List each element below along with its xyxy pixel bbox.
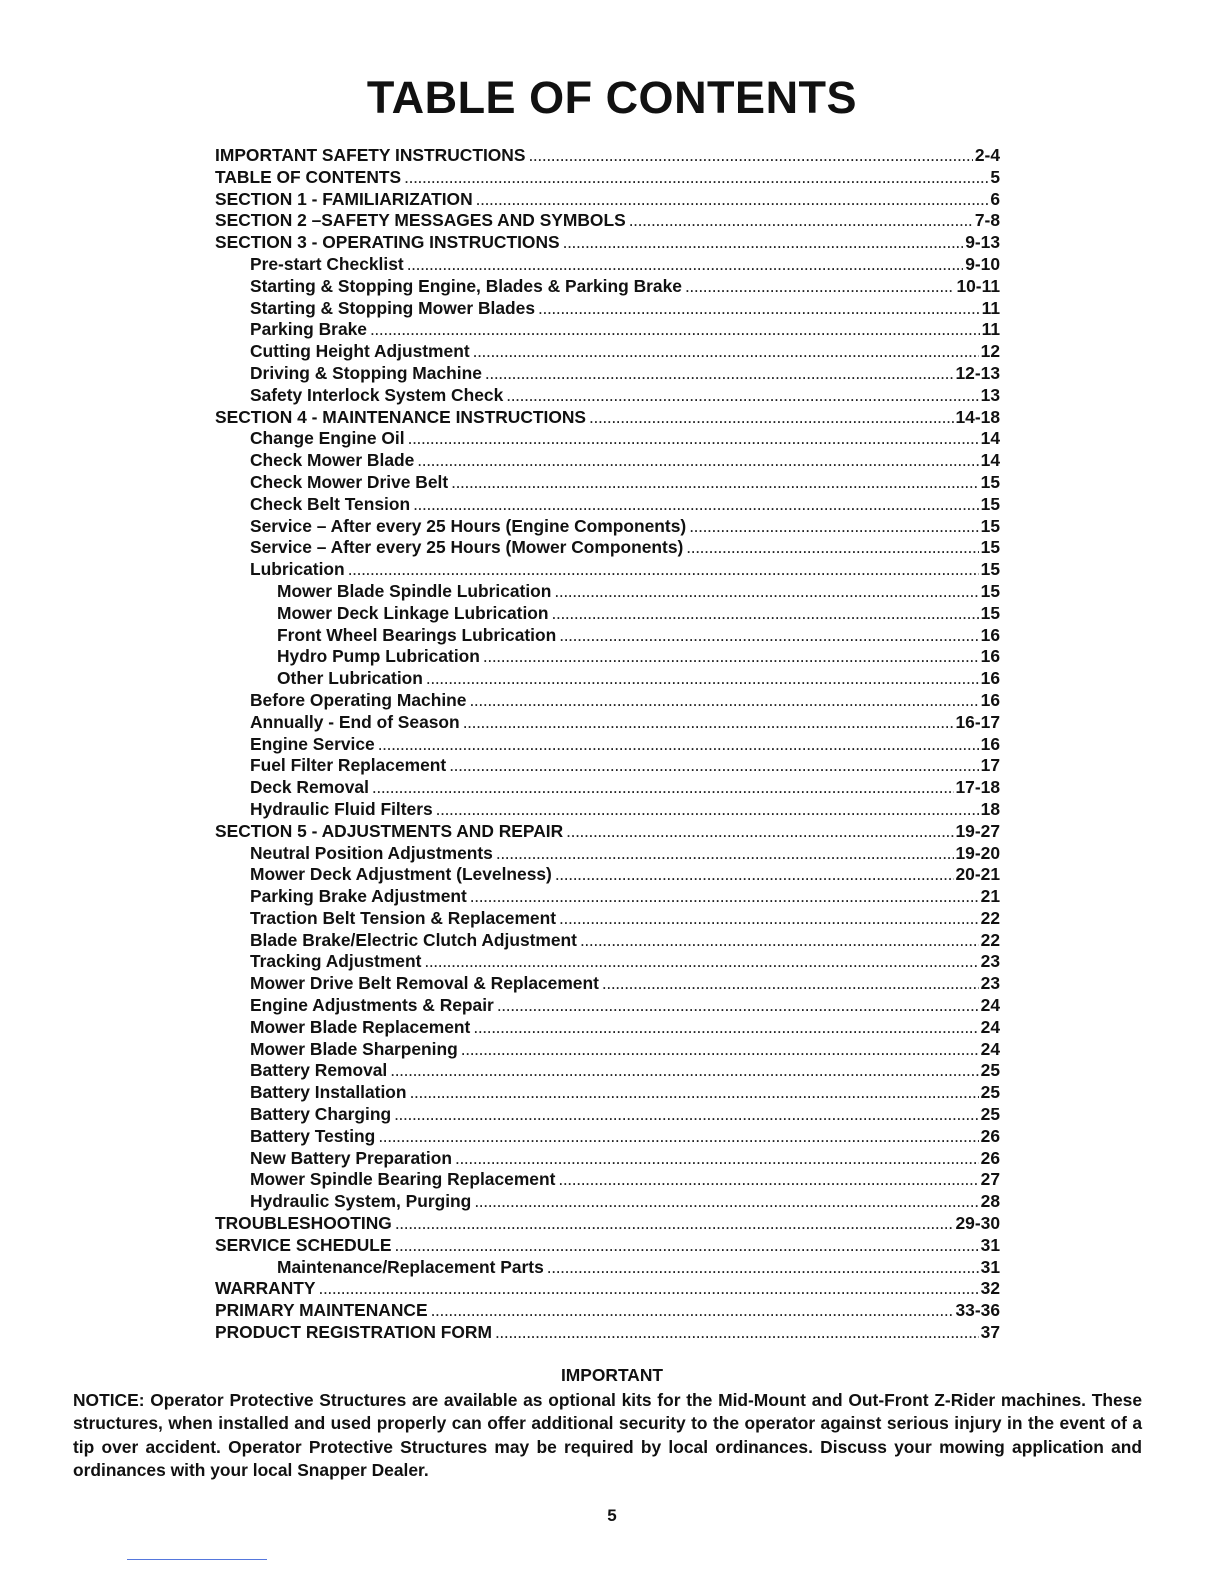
toc-entry-label: SECTION 1 - FAMILIARIZATION bbox=[215, 188, 473, 209]
toc-dot-leader bbox=[559, 908, 979, 930]
toc-entry-label: Traction Belt Tension & Replacement bbox=[250, 907, 557, 928]
toc-dot-leader bbox=[463, 712, 954, 734]
toc-entry-page: 15 bbox=[980, 471, 1000, 492]
toc-entry-page: 7-8 bbox=[974, 210, 1000, 231]
toc-dot-leader bbox=[395, 1213, 954, 1235]
toc-entry-label: New Battery Preparation bbox=[250, 1147, 452, 1168]
toc-entry-page: 24 bbox=[980, 1038, 1000, 1059]
toc-dot-leader bbox=[449, 755, 978, 777]
toc-entry bbox=[215, 1060, 1000, 1082]
toc-entry-page: 11 bbox=[981, 319, 1000, 340]
toc-entry-label: Check Mower Blade bbox=[250, 450, 415, 471]
toc-dot-leader bbox=[558, 1169, 978, 1191]
toc-entry-page: 28 bbox=[980, 1191, 1000, 1212]
toc-entry-page: 15 bbox=[980, 559, 1000, 580]
toc-entry-page: 13 bbox=[980, 384, 1000, 405]
toc-entry bbox=[215, 995, 1000, 1017]
toc-entry bbox=[215, 319, 1000, 341]
toc-dot-leader bbox=[589, 407, 954, 429]
toc-entry-page: 16 bbox=[980, 689, 1000, 710]
toc-entry-page: 24 bbox=[980, 995, 1000, 1016]
toc-entry-page: 37 bbox=[980, 1322, 1000, 1343]
toc-entry-page: 24 bbox=[980, 1016, 1000, 1037]
toc-entry-page: 26 bbox=[980, 1147, 1000, 1168]
toc-entry-label: Lubrication bbox=[250, 559, 345, 580]
toc-entry bbox=[215, 1017, 1000, 1039]
toc-entry bbox=[215, 494, 1000, 516]
toc-entry bbox=[215, 428, 1000, 450]
toc-entry-label: Mower Blade Replacement bbox=[250, 1016, 471, 1037]
toc-entry-page: 31 bbox=[980, 1256, 1000, 1277]
toc-entry-page: 22 bbox=[980, 907, 1000, 928]
toc-entry bbox=[215, 472, 1000, 494]
toc-entry-label: Deck Removal bbox=[250, 777, 369, 798]
toc-entry-page: 17 bbox=[980, 755, 1000, 776]
toc-dot-leader bbox=[538, 298, 980, 320]
toc-entry-label: SECTION 2 –SAFETY MESSAGES AND SYMBOLS bbox=[215, 210, 626, 231]
toc-entry bbox=[215, 1169, 1000, 1191]
toc-entry bbox=[215, 930, 1000, 952]
toc-entry-page: 16-17 bbox=[955, 711, 1000, 732]
toc-entry bbox=[215, 625, 1000, 647]
toc-entry-label: Battery Testing bbox=[250, 1125, 376, 1146]
toc-entry bbox=[215, 1148, 1000, 1170]
toc-entry-page: 20-21 bbox=[955, 864, 1000, 885]
toc-dot-leader bbox=[378, 734, 979, 756]
toc-entry-page: 23 bbox=[980, 951, 1000, 972]
toc-entry bbox=[215, 341, 1000, 363]
toc-dot-leader bbox=[410, 1082, 979, 1104]
toc-dot-leader bbox=[378, 1126, 978, 1148]
toc-entry bbox=[215, 407, 1000, 429]
toc-entry bbox=[215, 1039, 1000, 1061]
toc-entry-page: 26 bbox=[980, 1125, 1000, 1146]
toc-entry-label: PRIMARY MAINTENANCE bbox=[215, 1300, 428, 1321]
toc-entry-label: Driving & Stopping Machine bbox=[250, 362, 482, 383]
toc-entry bbox=[215, 886, 1000, 908]
bottom-rule bbox=[127, 1559, 267, 1560]
toc-entry-label: Mower Deck Adjustment (Levelness) bbox=[250, 864, 552, 885]
toc-entry bbox=[215, 843, 1000, 865]
toc-entry bbox=[215, 363, 1000, 385]
toc-entry-page: 25 bbox=[980, 1104, 1000, 1125]
toc-entry-label: Cutting Height Adjustment bbox=[250, 341, 470, 362]
toc-dot-leader bbox=[318, 1278, 978, 1300]
toc-entry-label: Mower Blade Sharpening bbox=[250, 1038, 458, 1059]
toc-dot-leader bbox=[689, 516, 978, 538]
toc-dot-leader bbox=[407, 254, 964, 276]
toc-dot-leader bbox=[426, 668, 979, 690]
toc-entry bbox=[215, 755, 1000, 777]
toc-entry-label: Other Lubrication bbox=[277, 668, 423, 689]
toc-entry-page: 17-18 bbox=[955, 777, 1000, 798]
toc-dot-leader bbox=[496, 843, 954, 865]
toc-entry-label: SECTION 5 - ADJUSTMENTS AND REPAIR bbox=[215, 820, 564, 841]
toc-dot-leader bbox=[451, 472, 979, 494]
toc-entry bbox=[215, 254, 1000, 276]
toc-entry bbox=[215, 603, 1000, 625]
toc-dot-leader bbox=[580, 930, 979, 952]
toc-entry-label: Blade Brake/Electric Clutch Adjustment bbox=[250, 929, 577, 950]
toc-entry-page: 19-20 bbox=[955, 842, 1000, 863]
toc-entry-label: Mower Drive Belt Removal & Replacement bbox=[250, 973, 599, 994]
toc-entry bbox=[215, 1322, 1000, 1344]
toc-entry-label: Battery Removal bbox=[250, 1060, 388, 1081]
toc-entry-page: 9-10 bbox=[965, 253, 1000, 274]
toc-entry-label: Hydro Pump Lubrication bbox=[277, 646, 480, 667]
toc-entry-page: 18 bbox=[980, 798, 1000, 819]
toc-entry bbox=[215, 167, 1000, 189]
toc-entry-page: 6 bbox=[990, 188, 1000, 209]
toc-entry-label: Fuel Filter Replacement bbox=[250, 755, 447, 776]
toc-entry-page: 25 bbox=[980, 1060, 1000, 1081]
toc-entry-label: Engine Service bbox=[250, 733, 375, 754]
toc-dot-leader bbox=[417, 450, 978, 472]
toc-entry bbox=[215, 908, 1000, 930]
toc-entry-page: 16 bbox=[980, 646, 1000, 667]
toc-entry-page: 12 bbox=[980, 341, 1000, 362]
toc-dot-leader bbox=[497, 995, 979, 1017]
toc-entry-page: 16 bbox=[980, 668, 1000, 689]
toc-dot-leader bbox=[602, 973, 979, 995]
table-of-contents bbox=[215, 145, 1000, 1344]
toc-entry-label: Service – After every 25 Hours (Mower Components) bbox=[250, 537, 684, 558]
toc-entry-label: Annually - End of Season bbox=[250, 711, 460, 732]
toc-dot-leader bbox=[552, 603, 979, 625]
toc-entry bbox=[215, 1235, 1000, 1257]
toc-entry-label: SERVICE SCHEDULE bbox=[215, 1234, 392, 1255]
toc-entry-label: Hydraulic System, Purging bbox=[250, 1191, 472, 1212]
toc-entry-label: Parking Brake bbox=[250, 319, 367, 340]
toc-dot-leader bbox=[473, 341, 979, 363]
toc-entry-label: TABLE OF CONTENTS bbox=[215, 166, 402, 187]
toc-entry-label: Mower Spindle Bearing Replacement bbox=[250, 1169, 556, 1190]
toc-dot-leader bbox=[408, 428, 979, 450]
toc-entry-page: 23 bbox=[980, 973, 1000, 994]
toc-entry-label: Maintenance/Replacement Parts bbox=[277, 1256, 544, 1277]
toc-entry bbox=[215, 559, 1000, 581]
toc-entry bbox=[215, 516, 1000, 538]
toc-entry-label: Before Operating Machine bbox=[250, 689, 467, 710]
toc-dot-leader bbox=[474, 1191, 978, 1213]
toc-dot-leader bbox=[555, 864, 954, 886]
toc-dot-leader bbox=[370, 319, 980, 341]
toc-dot-leader bbox=[394, 1104, 979, 1126]
toc-entry bbox=[215, 951, 1000, 973]
toc-entry bbox=[215, 1191, 1000, 1213]
toc-entry bbox=[215, 1257, 1000, 1279]
toc-dot-leader bbox=[559, 625, 978, 647]
toc-entry-label: SECTION 4 - MAINTENANCE INSTRUCTIONS bbox=[215, 406, 587, 427]
toc-entry-label: IMPORTANT SAFETY INSTRUCTIONS bbox=[215, 145, 526, 165]
toc-entry-page: 14 bbox=[980, 428, 1000, 449]
toc-entry-page: 11 bbox=[981, 297, 1000, 318]
toc-dot-leader bbox=[404, 167, 988, 189]
toc-dot-leader bbox=[470, 886, 979, 908]
toc-entry bbox=[215, 799, 1000, 821]
toc-dot-leader bbox=[424, 951, 978, 973]
toc-dot-leader bbox=[506, 385, 978, 407]
toc-entry-label: Battery Installation bbox=[250, 1082, 407, 1103]
toc-dot-leader bbox=[528, 145, 972, 167]
toc-entry-page: 15 bbox=[980, 537, 1000, 558]
toc-entry bbox=[215, 145, 1000, 167]
toc-dot-leader bbox=[436, 799, 979, 821]
toc-dot-leader bbox=[483, 646, 979, 668]
toc-entry-page: 15 bbox=[980, 580, 1000, 601]
toc-dot-leader bbox=[485, 363, 954, 385]
toc-entry-label: Mower Deck Linkage Lubrication bbox=[277, 602, 549, 623]
toc-entry bbox=[215, 276, 1000, 298]
toc-entry-page: 10-11 bbox=[956, 275, 1000, 296]
toc-entry-label: PRODUCT REGISTRATION FORM bbox=[215, 1322, 492, 1343]
toc-entry bbox=[215, 734, 1000, 756]
toc-entry bbox=[215, 821, 1000, 843]
toc-dot-leader bbox=[563, 232, 964, 254]
toc-entry-page: 15 bbox=[980, 515, 1000, 536]
toc-dot-leader bbox=[629, 210, 973, 232]
toc-entry-page: 32 bbox=[980, 1278, 1000, 1299]
toc-entry bbox=[215, 537, 1000, 559]
toc-entry bbox=[215, 690, 1000, 712]
toc-dot-leader bbox=[476, 189, 989, 211]
toc-dot-leader bbox=[413, 494, 979, 516]
toc-entry bbox=[215, 1278, 1000, 1300]
toc-entry-page: 21 bbox=[980, 886, 1000, 907]
toc-entry-page: 14-18 bbox=[955, 406, 1000, 427]
toc-entry-label: TROUBLESHOOTING bbox=[215, 1213, 392, 1234]
toc-entry-page: 19-27 bbox=[955, 820, 1000, 841]
toc-dot-leader bbox=[395, 1235, 979, 1257]
toc-dot-leader bbox=[566, 821, 953, 843]
toc-entry-page: 25 bbox=[980, 1082, 1000, 1103]
toc-dot-leader bbox=[372, 777, 954, 799]
toc-entry-page: 22 bbox=[980, 929, 1000, 950]
toc-entry-page: 15 bbox=[980, 602, 1000, 623]
toc-dot-leader bbox=[348, 559, 979, 581]
toc-entry-page: 16 bbox=[980, 733, 1000, 754]
toc-entry-page: 5 bbox=[990, 166, 1000, 187]
toc-entry bbox=[215, 581, 1000, 603]
toc-dot-leader bbox=[554, 581, 978, 603]
toc-entry-label: Change Engine Oil bbox=[250, 428, 405, 449]
toc-entry-label: SECTION 3 - OPERATING INSTRUCTIONS bbox=[215, 232, 560, 253]
toc-entry bbox=[215, 864, 1000, 886]
toc-dot-leader bbox=[686, 537, 978, 559]
toc-dot-leader bbox=[461, 1039, 979, 1061]
important-heading: IMPORTANT bbox=[560, 1365, 664, 1385]
toc-entry bbox=[215, 1213, 1000, 1235]
toc-entry bbox=[215, 385, 1000, 407]
toc-dot-leader bbox=[469, 690, 978, 712]
toc-entry bbox=[215, 712, 1000, 734]
toc-entry-label: Check Mower Drive Belt bbox=[250, 471, 449, 492]
toc-dot-leader bbox=[685, 276, 955, 298]
toc-entry-label: Service – After every 25 Hours (Engine Components) bbox=[250, 515, 687, 536]
toc-entry bbox=[215, 210, 1000, 232]
toc-entry-page: 2-4 bbox=[974, 145, 1000, 165]
toc-entry-page: 33-36 bbox=[955, 1300, 1000, 1321]
toc-dot-leader bbox=[547, 1257, 979, 1279]
notice-paragraph: NOTICE: Operator Protective Structures are available as optional kits for the Mid-Mount and Out-Front Z-Rider machines. These structures, when installed and used properly can offer additional security to the operator against serious injury in the event of a tip over accident. Operator Protective Structures may be required by local ordinances. Discuss your mowing application and ordinances with your local Snapper Dealer. bbox=[73, 1390, 1142, 1480]
toc-entry-label: Starting & Stopping Engine, Blades & Parking Brake bbox=[250, 275, 682, 296]
toc-dot-leader bbox=[390, 1060, 978, 1082]
toc-dot-leader bbox=[495, 1322, 979, 1344]
toc-entry-label: WARRANTY bbox=[215, 1278, 316, 1299]
toc-entry-label: Safety Interlock System Check bbox=[250, 384, 504, 405]
toc-dot-leader bbox=[455, 1148, 979, 1170]
toc-entry-page: 16 bbox=[980, 624, 1000, 645]
toc-entry-label: Engine Adjustments & Repair bbox=[250, 995, 494, 1016]
toc-entry bbox=[215, 1300, 1000, 1322]
toc-entry-label: Starting & Stopping Mower Blades bbox=[250, 297, 536, 318]
toc-entry-label: Hydraulic Fluid Filters bbox=[250, 798, 433, 819]
toc-entry bbox=[215, 777, 1000, 799]
page-number: 5 bbox=[607, 1506, 617, 1525]
toc-entry-page: 27 bbox=[980, 1169, 1000, 1190]
toc-entry-label: Check Belt Tension bbox=[250, 493, 411, 514]
toc-entry bbox=[215, 298, 1000, 320]
toc-entry-page: 29-30 bbox=[955, 1213, 1000, 1234]
toc-entry-page: 12-13 bbox=[955, 362, 1000, 383]
toc-dot-leader bbox=[431, 1300, 954, 1322]
page-title: TABLE OF CONTENTS bbox=[366, 72, 858, 123]
toc-entry bbox=[215, 1104, 1000, 1126]
toc-entry-label: Neutral Position Adjustments bbox=[250, 842, 493, 863]
toc-entry-label: Tracking Adjustment bbox=[250, 951, 422, 972]
toc-entry bbox=[215, 1126, 1000, 1148]
toc-dot-leader bbox=[473, 1017, 978, 1039]
toc-entry-page: 14 bbox=[980, 450, 1000, 471]
toc-entry bbox=[215, 189, 1000, 211]
toc-entry-page: 9-13 bbox=[965, 232, 1000, 253]
toc-entry bbox=[215, 668, 1000, 690]
toc-entry bbox=[215, 450, 1000, 472]
toc-entry-page: 15 bbox=[980, 493, 1000, 514]
toc-entry bbox=[215, 973, 1000, 995]
toc-entry-label: Mower Blade Spindle Lubrication bbox=[277, 580, 552, 601]
toc-entry bbox=[215, 646, 1000, 668]
toc-entry-label: Pre-start Checklist bbox=[250, 253, 404, 274]
toc-entry bbox=[215, 232, 1000, 254]
toc-entry-label: Battery Charging bbox=[250, 1104, 392, 1125]
toc-entry bbox=[215, 1082, 1000, 1104]
toc-entry-label: Parking Brake Adjustment bbox=[250, 886, 467, 907]
toc-entry-page: 31 bbox=[980, 1234, 1000, 1255]
toc-entry-label: Front Wheel Bearings Lubrication bbox=[277, 624, 557, 645]
